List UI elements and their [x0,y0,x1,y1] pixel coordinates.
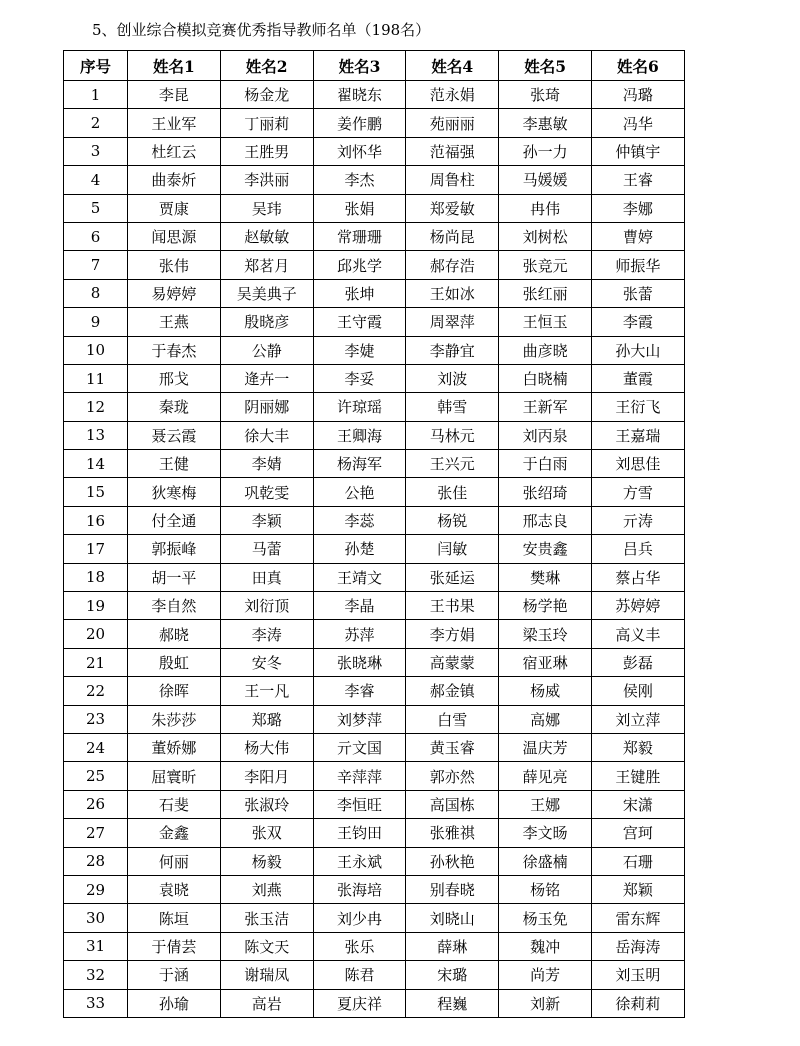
table-row [64,592,685,620]
column-header-index: 序号 [64,51,128,81]
teacher-name-cell: 刘梦萍 [313,705,406,733]
teacher-name-cell: 王兴元 [406,450,499,478]
table-row [64,478,685,506]
teacher-name-cell: 刘衍顶 [220,592,313,620]
row-index-cell: 25 [64,762,128,790]
teacher-name-cell: 张雅祺 [406,819,499,847]
teacher-name-cell: 王靖文 [313,563,406,591]
table-row [64,847,685,875]
teacher-name-cell: 吴玮 [220,194,313,222]
teacher-name-cell: 陈文天 [220,932,313,960]
table-row [64,677,685,705]
teacher-name-cell: 于春杰 [128,336,221,364]
teacher-name-cell: 王睿 [591,166,684,194]
teacher-name-cell: 张坤 [313,279,406,307]
teacher-name-cell: 高国栋 [406,790,499,818]
row-index-cell: 20 [64,620,128,648]
teacher-name-cell: 张绍琦 [499,478,592,506]
teacher-name-cell: 夏庆祥 [313,989,406,1017]
teacher-name-cell: 董娇娜 [128,733,221,761]
table-row [64,450,685,478]
teacher-name-cell: 亓涛 [591,506,684,534]
header-row [64,51,685,81]
teacher-name-cell: 马林元 [406,421,499,449]
teacher-name-cell: 王钧田 [313,819,406,847]
teacher-name-cell: 郑茗月 [220,251,313,279]
teacher-name-cell: 石斐 [128,790,221,818]
teacher-name-cell: 徐晖 [128,677,221,705]
teacher-name-cell: 张延运 [406,563,499,591]
table-row [64,506,685,534]
teacher-name-cell: 李晶 [313,592,406,620]
teacher-name-cell: 尚芳 [499,961,592,989]
teacher-name-cell: 刘思佳 [591,450,684,478]
teacher-name-cell: 金鑫 [128,819,221,847]
teacher-name-cell: 屈寰昕 [128,762,221,790]
column-header-name-4: 姓名4 [406,51,499,81]
teacher-name-cell: 孙瑜 [128,989,221,1017]
teacher-name-cell: 殷虹 [128,648,221,676]
teacher-name-cell: 宿亚琳 [499,648,592,676]
teacher-name-cell: 郝金镇 [406,677,499,705]
teacher-name-cell: 王书果 [406,592,499,620]
row-index-cell: 14 [64,450,128,478]
teacher-name-cell: 赵敏敏 [220,222,313,250]
teacher-name-cell: 李霞 [591,308,684,336]
row-index-cell: 17 [64,535,128,563]
teacher-name-cell: 薛见亮 [499,762,592,790]
row-index-cell: 9 [64,308,128,336]
row-index-cell: 32 [64,961,128,989]
row-index-cell: 27 [64,819,128,847]
teacher-name-cell: 马蕾 [220,535,313,563]
teacher-name-cell: 曲泰炘 [128,166,221,194]
column-header-name-1: 姓名1 [128,51,221,81]
teacher-name-cell: 白雪 [406,705,499,733]
teacher-name-cell: 许琼瑶 [313,393,406,421]
teacher-name-cell: 李惠敏 [499,109,592,137]
teacher-name-cell: 刘丙泉 [499,421,592,449]
teacher-name-cell: 郝存浩 [406,251,499,279]
teacher-name-cell: 薛琳 [406,932,499,960]
teacher-name-cell: 安贵鑫 [499,535,592,563]
teacher-name-cell: 袁晓 [128,875,221,903]
teacher-name-cell: 张晓琳 [313,648,406,676]
teacher-name-cell: 李涛 [220,620,313,648]
table-row [64,705,685,733]
roster-body [64,81,685,1018]
teacher-name-cell: 于涵 [128,961,221,989]
teacher-name-cell: 王守霞 [313,308,406,336]
teacher-name-cell: 孙大山 [591,336,684,364]
teacher-name-cell: 郭振峰 [128,535,221,563]
table-row [64,109,685,137]
teacher-name-cell: 逄卉一 [220,364,313,392]
row-index-cell: 23 [64,705,128,733]
teacher-name-cell: 贾康 [128,194,221,222]
teacher-name-cell: 刘立萍 [591,705,684,733]
teacher-name-cell: 高娜 [499,705,592,733]
table-row [64,421,685,449]
teacher-name-cell: 易婷婷 [128,279,221,307]
table-row [64,308,685,336]
teacher-name-cell: 孙楚 [313,535,406,563]
teacher-name-cell: 李方娟 [406,620,499,648]
teacher-name-cell: 张乐 [313,932,406,960]
table-row [64,819,685,847]
table-row [64,563,685,591]
teacher-name-cell: 公艳 [313,478,406,506]
row-index-cell: 21 [64,648,128,676]
teacher-name-cell: 冯璐 [591,81,684,109]
teacher-name-cell: 蔡占华 [591,563,684,591]
teacher-name-cell: 杨玉免 [499,904,592,932]
teacher-name-cell: 李婕 [313,336,406,364]
teacher-name-cell: 周翠萍 [406,308,499,336]
teacher-name-cell: 张玉洁 [220,904,313,932]
teacher-name-cell: 王嘉瑞 [591,421,684,449]
teacher-name-cell: 曲彦晓 [499,336,592,364]
teacher-name-cell: 苑丽丽 [406,109,499,137]
teacher-name-cell: 高蒙蒙 [406,648,499,676]
table-row [64,989,685,1017]
table-row [64,932,685,960]
teacher-name-cell: 丁丽莉 [220,109,313,137]
teacher-name-cell: 樊琳 [499,563,592,591]
teacher-name-cell: 王娜 [499,790,592,818]
teacher-name-cell: 刘晓山 [406,904,499,932]
teacher-roster-table [63,50,685,1018]
table-row [64,137,685,165]
teacher-name-cell: 于倩芸 [128,932,221,960]
table-row [64,620,685,648]
teacher-name-cell: 辛萍萍 [313,762,406,790]
teacher-name-cell: 杨锐 [406,506,499,534]
row-index-cell: 8 [64,279,128,307]
teacher-name-cell: 宫珂 [591,819,684,847]
teacher-name-cell: 程巍 [406,989,499,1017]
page-title: 5、创业综合模拟竞赛优秀指导教师名单（198名） [92,21,431,39]
teacher-name-cell: 孙秋艳 [406,847,499,875]
teacher-name-cell: 王一凡 [220,677,313,705]
teacher-name-cell: 石珊 [591,847,684,875]
teacher-name-cell: 李颖 [220,506,313,534]
table-row [64,790,685,818]
teacher-name-cell: 高岩 [220,989,313,1017]
table-row [64,194,685,222]
row-index-cell: 24 [64,733,128,761]
teacher-name-cell: 李昆 [128,81,221,109]
column-header-name-3: 姓名3 [313,51,406,81]
teacher-name-cell: 别春晓 [406,875,499,903]
row-index-cell: 4 [64,166,128,194]
teacher-name-cell: 刘新 [499,989,592,1017]
row-index-cell: 3 [64,137,128,165]
teacher-name-cell: 白晓楠 [499,364,592,392]
table-row [64,875,685,903]
row-index-cell: 28 [64,847,128,875]
teacher-name-cell: 巩乾雯 [220,478,313,506]
row-index-cell: 10 [64,336,128,364]
row-index-cell: 26 [64,790,128,818]
teacher-name-cell: 刘怀华 [313,137,406,165]
teacher-name-cell: 聂云霞 [128,421,221,449]
teacher-name-cell: 李妥 [313,364,406,392]
teacher-name-cell: 王键胜 [591,762,684,790]
table-row [64,166,685,194]
teacher-name-cell: 刘波 [406,364,499,392]
teacher-name-cell: 杨尚昆 [406,222,499,250]
teacher-name-cell: 曹婷 [591,222,684,250]
teacher-name-cell: 公静 [220,336,313,364]
teacher-name-cell: 殷晓彦 [220,308,313,336]
row-index-cell: 5 [64,194,128,222]
teacher-name-cell: 温庆芳 [499,733,592,761]
teacher-name-cell: 郝晓 [128,620,221,648]
row-index-cell: 31 [64,932,128,960]
table-row [64,393,685,421]
row-index-cell: 16 [64,506,128,534]
teacher-name-cell: 徐莉莉 [591,989,684,1017]
teacher-name-cell: 李杰 [313,166,406,194]
table-row [64,648,685,676]
teacher-name-cell: 邢戈 [128,364,221,392]
teacher-name-cell: 张双 [220,819,313,847]
teacher-name-cell: 刘少冉 [313,904,406,932]
teacher-name-cell: 张佳 [406,478,499,506]
teacher-name-cell: 张蕾 [591,279,684,307]
teacher-name-cell: 狄寒梅 [128,478,221,506]
teacher-name-cell: 杜红云 [128,137,221,165]
row-index-cell: 2 [64,109,128,137]
table-row [64,364,685,392]
table-row [64,762,685,790]
teacher-name-cell: 魏冲 [499,932,592,960]
table-row [64,961,685,989]
teacher-name-cell: 杨毅 [220,847,313,875]
teacher-name-cell: 刘燕 [220,875,313,903]
row-index-cell: 18 [64,563,128,591]
teacher-name-cell: 孙一力 [499,137,592,165]
teacher-name-cell: 王永斌 [313,847,406,875]
teacher-name-cell: 陈君 [313,961,406,989]
teacher-name-cell: 黄玉睿 [406,733,499,761]
teacher-name-cell: 范福强 [406,137,499,165]
table-row [64,535,685,563]
teacher-name-cell: 李恒旺 [313,790,406,818]
teacher-name-cell: 何丽 [128,847,221,875]
teacher-name-cell: 李自然 [128,592,221,620]
teacher-name-cell: 王燕 [128,308,221,336]
teacher-name-cell: 谢瑞凤 [220,961,313,989]
teacher-name-cell: 姜作鹏 [313,109,406,137]
teacher-name-cell: 王如冰 [406,279,499,307]
teacher-name-cell: 阴丽娜 [220,393,313,421]
teacher-name-cell: 李洪丽 [220,166,313,194]
teacher-name-cell: 常珊珊 [313,222,406,250]
teacher-name-cell: 郑毅 [591,733,684,761]
teacher-name-cell: 闻思源 [128,222,221,250]
teacher-name-cell: 宋璐 [406,961,499,989]
row-index-cell: 7 [64,251,128,279]
teacher-name-cell: 王卿海 [313,421,406,449]
teacher-name-cell: 周鲁柱 [406,166,499,194]
teacher-name-cell: 翟晓东 [313,81,406,109]
teacher-name-cell: 杨金龙 [220,81,313,109]
teacher-name-cell: 杨大伟 [220,733,313,761]
teacher-name-cell: 冉伟 [499,194,592,222]
table-row [64,336,685,364]
teacher-name-cell: 王恒玉 [499,308,592,336]
teacher-name-cell: 于白雨 [499,450,592,478]
row-index-cell: 11 [64,364,128,392]
teacher-name-cell: 梁玉玲 [499,620,592,648]
teacher-name-cell: 王新军 [499,393,592,421]
table-row [64,279,685,307]
teacher-name-cell: 马媛媛 [499,166,592,194]
table-row [64,81,685,109]
teacher-name-cell: 张伟 [128,251,221,279]
teacher-name-cell: 郭亦然 [406,762,499,790]
teacher-name-cell: 韩雪 [406,393,499,421]
row-index-cell: 6 [64,222,128,250]
teacher-name-cell: 陈垣 [128,904,221,932]
row-index-cell: 22 [64,677,128,705]
teacher-name-cell: 付全通 [128,506,221,534]
teacher-name-cell: 郑璐 [220,705,313,733]
teacher-name-cell: 李文旸 [499,819,592,847]
teacher-name-cell: 刘树松 [499,222,592,250]
teacher-name-cell: 安冬 [220,648,313,676]
teacher-name-cell: 张娟 [313,194,406,222]
teacher-name-cell: 王业军 [128,109,221,137]
teacher-name-cell: 朱莎莎 [128,705,221,733]
teacher-name-cell: 亓文国 [313,733,406,761]
teacher-name-cell: 李睿 [313,677,406,705]
row-index-cell: 15 [64,478,128,506]
teacher-name-cell: 徐盛楠 [499,847,592,875]
teacher-name-cell: 王健 [128,450,221,478]
teacher-name-cell: 吴美典子 [220,279,313,307]
teacher-name-cell: 郑爱敏 [406,194,499,222]
teacher-name-cell: 王胜男 [220,137,313,165]
teacher-name-cell: 吕兵 [591,535,684,563]
teacher-name-cell: 仲镇宇 [591,137,684,165]
teacher-name-cell: 刘玉明 [591,961,684,989]
teacher-name-cell: 张竞元 [499,251,592,279]
teacher-name-cell: 郑颖 [591,875,684,903]
teacher-name-cell: 张海培 [313,875,406,903]
teacher-name-cell: 苏婷婷 [591,592,684,620]
column-header-name-2: 姓名2 [220,51,313,81]
teacher-name-cell: 师振华 [591,251,684,279]
teacher-name-cell: 杨铭 [499,875,592,903]
teacher-name-cell: 李蕊 [313,506,406,534]
teacher-name-cell: 彭磊 [591,648,684,676]
teacher-name-cell: 宋潇 [591,790,684,818]
teacher-name-cell: 岳海涛 [591,932,684,960]
row-index-cell: 1 [64,81,128,109]
teacher-name-cell: 邱兆学 [313,251,406,279]
teacher-name-cell: 雷东辉 [591,904,684,932]
teacher-name-cell: 王衍飞 [591,393,684,421]
row-index-cell: 33 [64,989,128,1017]
row-index-cell: 30 [64,904,128,932]
table-row [64,222,685,250]
teacher-name-cell: 冯华 [591,109,684,137]
row-index-cell: 13 [64,421,128,449]
teacher-name-cell: 李静宜 [406,336,499,364]
teacher-name-cell: 董霞 [591,364,684,392]
teacher-name-cell: 李阳月 [220,762,313,790]
teacher-name-cell: 杨学艳 [499,592,592,620]
teacher-name-cell: 李娜 [591,194,684,222]
row-index-cell: 29 [64,875,128,903]
teacher-name-cell: 高义丰 [591,620,684,648]
column-header-name-6: 姓名6 [591,51,684,81]
teacher-name-cell: 邢志良 [499,506,592,534]
teacher-name-cell: 闫敏 [406,535,499,563]
teacher-name-cell: 李婧 [220,450,313,478]
teacher-name-cell: 杨威 [499,677,592,705]
teacher-name-cell: 张淑玲 [220,790,313,818]
teacher-name-cell: 田真 [220,563,313,591]
column-header-name-5: 姓名5 [499,51,592,81]
teacher-name-cell: 胡一平 [128,563,221,591]
teacher-name-cell: 张琦 [499,81,592,109]
table-row [64,251,685,279]
teacher-name-cell: 杨海军 [313,450,406,478]
teacher-name-cell: 徐大丰 [220,421,313,449]
row-index-cell: 12 [64,393,128,421]
teacher-name-cell: 秦珑 [128,393,221,421]
table-row [64,904,685,932]
teacher-name-cell: 方雪 [591,478,684,506]
teacher-name-cell: 张红丽 [499,279,592,307]
table-row [64,733,685,761]
row-index-cell: 19 [64,592,128,620]
teacher-name-cell: 范永娟 [406,81,499,109]
teacher-name-cell: 侯刚 [591,677,684,705]
teacher-name-cell: 苏萍 [313,620,406,648]
